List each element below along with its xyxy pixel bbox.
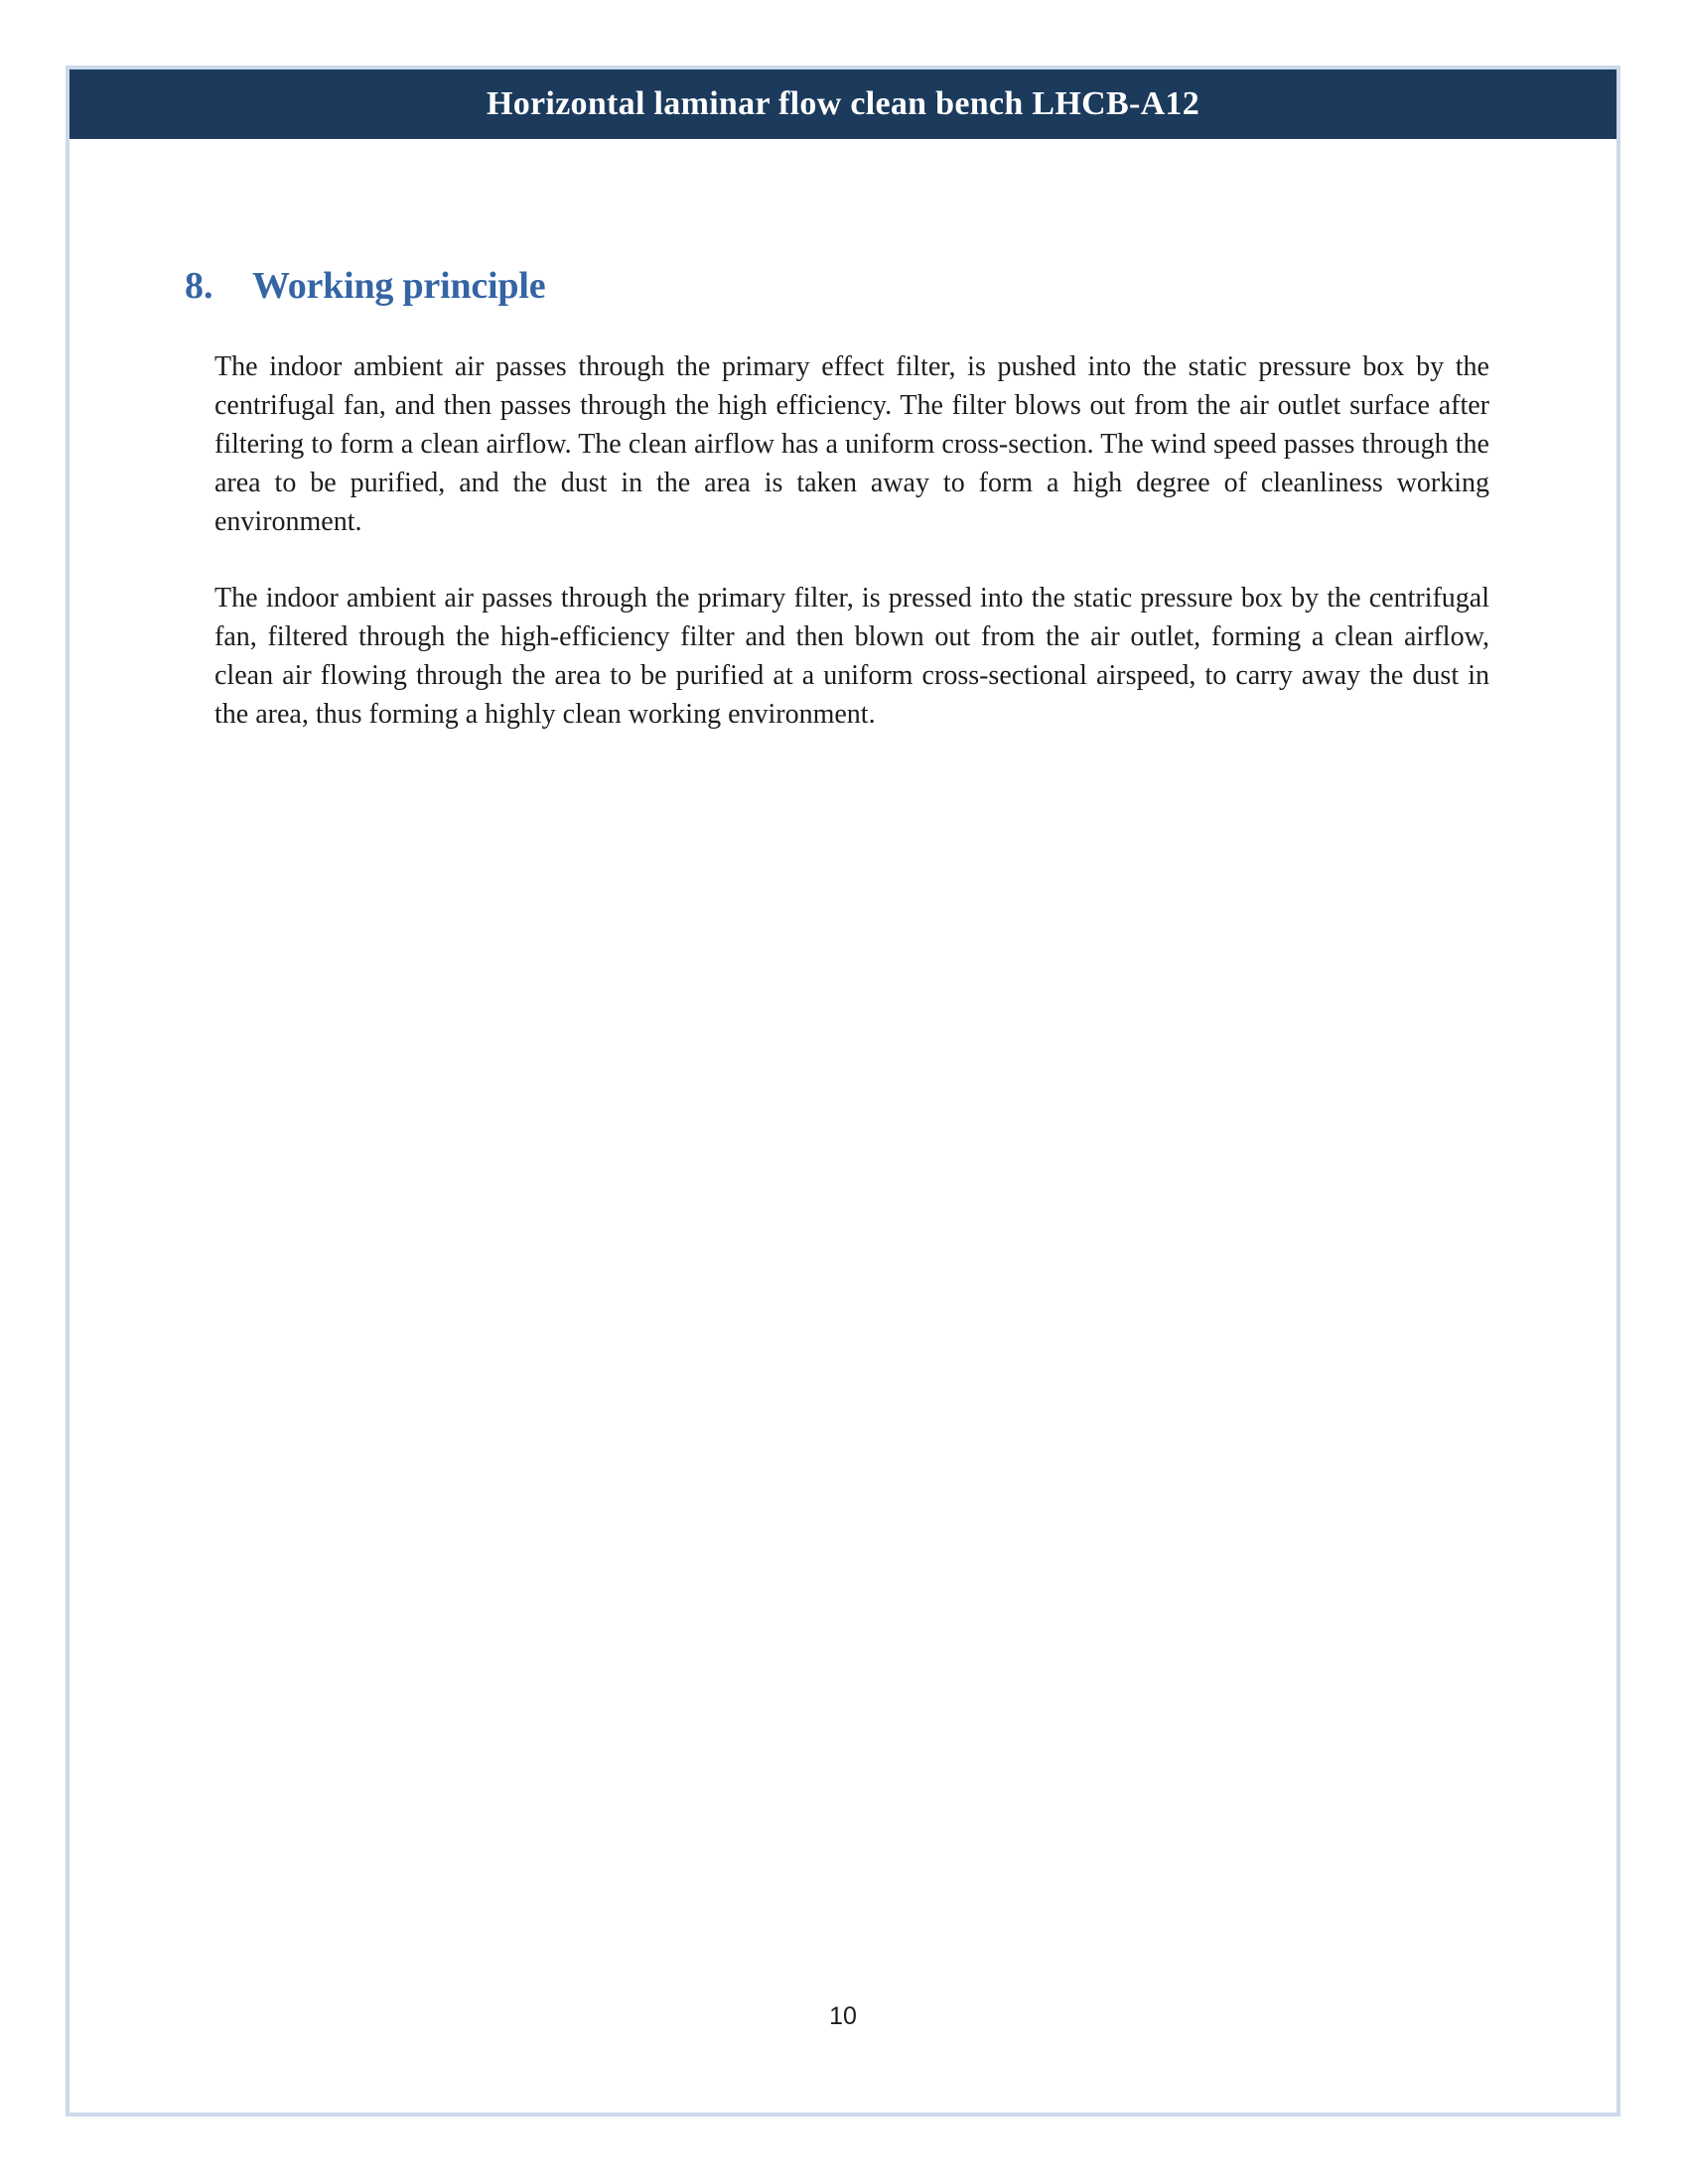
page-footer [70, 2002, 1617, 2031]
working-principle-paragraph-1: The indoor ambient air passes through the primary effect filter, is pushed into the static pressure box by the centrifugal fan, and then passes through the high efficiency. The filter blows out from the air outlet surface after filtering to form a clean airflow. The clean airflow has a uniform cross-section. The wind speed passes through the area to be purified, and the dust in the area is taken away to form a high degree of cleanliness working environment. [214, 351, 1489, 537]
page-border-frame [66, 66, 1620, 2116]
document-header-bar [70, 69, 1617, 139]
page-content [70, 264, 1617, 734]
document-title: Horizontal laminar flow clean bench LHCB-A12 [486, 85, 1200, 122]
section-number: 8. [185, 265, 213, 307]
page-number: 10 [829, 2002, 857, 2030]
section-title: Working principle [252, 265, 546, 307]
working-principle-paragraph-2: The indoor ambient air passes through the primary filter, is pressed into the static pressure box by the centrifugal fan, filtered through the high-efficiency filter and then blown out from the air outlet, forming a clean airflow, clean air flowing through the area to be purified at a uniform cross-sectional airspeed, to carry away the dust in the area, thus forming a highly clean working environment. [214, 583, 1489, 730]
section-heading [185, 264, 1617, 308]
